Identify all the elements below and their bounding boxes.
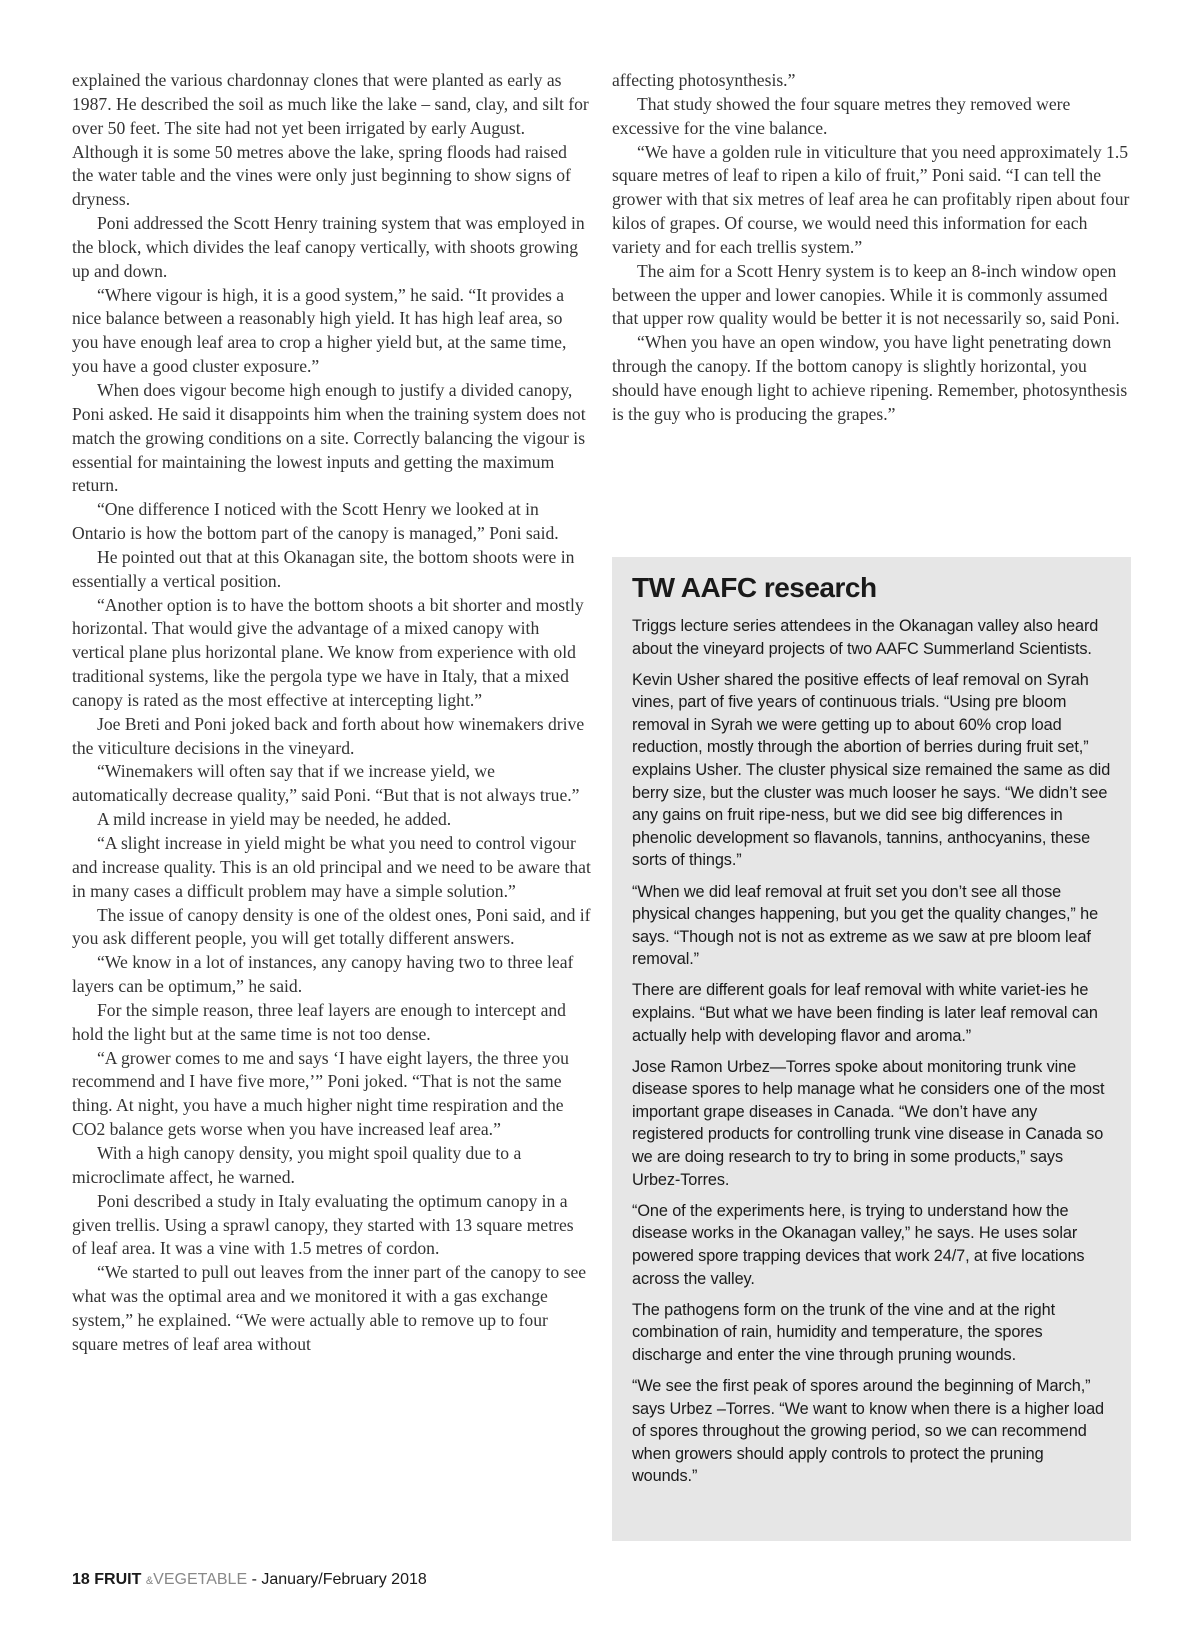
- sidebar-title: TW AAFC research: [632, 572, 877, 603]
- article-paragraph: The issue of canopy density is one of the oldest ones, Poni said, and if you ask different people, you will get totally different answers.: [72, 904, 591, 949]
- article-paragraph: With a high canopy density, you might spoil quality due to a microclimate affect, he warned.: [72, 1142, 522, 1187]
- article-paragraph: For the simple reason, three leaf layers are enough to intercept and hold the light but at the same time is not too dense.: [72, 999, 566, 1044]
- issue-date: - January/February 2018: [247, 1571, 427, 1588]
- magazine-name-vegetable: VEGETABLE: [153, 1571, 248, 1588]
- magazine-name-ampersand: &: [145, 1575, 154, 1587]
- article-paragraph: affecting photosynthesis.”: [612, 70, 796, 90]
- article-paragraph: A mild increase in yield may be needed, he added.: [97, 809, 452, 830]
- article-paragraph: The aim for a Scott Henry system is to keep an 8-inch window open between the upper and lower canopies. While it is commonly assumed that upper row quality would be better it is not necessarily so, said Poni.: [612, 260, 1120, 329]
- magazine-name-fruit: FRUIT: [94, 1571, 142, 1588]
- article-paragraph: Poni described a study in Italy evaluating the optimum canopy in a given trellis. Using a sprawl canopy, they started with 13 square metres of leaf area. It was a vine with 1.5 metres of cordon.: [72, 1190, 574, 1259]
- article-paragraph: explained the various chardonnay clones that were planted as early as 1987. He described the soil as much like the lake – sand, clay, and silt for over 50 feet. The site had not yet been irrigated by early August. Although it is some 50 metres above the lake, spring floods had raised the water table and the vines were only just beginning to show signs of dryness.: [72, 70, 589, 210]
- article-paragraph: “When you have an open window, you have light penetrating down through the canopy. If the bottom canopy is slightly horizontal, you should have enough light to achieve ripening. Remember, photosynthesis is the guy who is producing the grapes.”: [612, 332, 1128, 424]
- sidebar-paragraph: Triggs lecture series attendees in the Okanagan valley also heard about the vineyard projects of two AAFC Summerland Scientists.: [632, 617, 1099, 658]
- article-paragraph: Joe Breti and Poni joked back and forth about how winemakers drive the viticulture decisions in the vineyard.: [72, 713, 585, 758]
- sidebar-paragraph: Jose Ramon Urbez—Torres spoke about monitoring trunk vine disease spores to help manage what he considers one of the most important grape diseases in Canada. “We don’t have any registered products for controlling trunk vine disease in Canada so we are doing research to try to bring in some products,” says Urbez-Torres.: [632, 1057, 1105, 1189]
- research-sidebar-box: [612, 557, 1131, 1541]
- article-paragraph: He pointed out that at this Okanagan site, the bottom shoots were in essentially a vertical position.: [72, 546, 575, 591]
- article-paragraph: “Winemakers will often say that if we increase yield, we automatically decrease quality,” said Poni. “But that is not always true.”: [72, 761, 580, 806]
- article-paragraph: “We have a golden rule in viticulture that you need approximately 1.5 square metres of leaf to ripen a kilo of fruit,” Poni said. “I can tell the grower with that six metres of leaf area he can profitably ripen about four kilos of grapes. Of course, we would need this information for each variety and for each trellis system.”: [612, 141, 1130, 257]
- article-paragraph: When does vigour become high enough to justify a divided canopy, Poni asked. He said it disappoints him when the training system does not match the growing conditions on a site. Correctly balancing the vigour is essential for maintaining the lowest inputs and getting the maximum return.: [72, 379, 586, 496]
- sidebar-paragraph: The pathogens form on the trunk of the vine and at the right combination of rain, humidity and temperature, the spores discharge and enter the vine through pruning wounds.: [632, 1300, 1056, 1364]
- sidebar-paragraph: “We see the first peak of spores around the beginning of March,” says Urbez –Torres. “We want to know when there is a higher load of spores throughout the growing period, so we can recommend when growers should apply controls to protect the pruning wounds.”: [632, 1376, 1105, 1486]
- sidebar-paragraph: Kevin Usher shared the positive effects of leaf removal on Syrah vines, part of five years of continuous trials. “Using pre bloom removal in Syrah we were getting up to about 60% crop load reduction, mostly through the abortion of berries during fruit set,” explains Usher. The cluster physical size remained the same as did berry size, but the cluster was much looser he says. “We didn’t see any gains on fruit ripe-ness, but we did see big differences in phenolic development so flavanols, tannins, anthocyanins, these sorts of things.”: [632, 670, 1111, 870]
- article-paragraph: “One difference I noticed with the Scott Henry we looked at in Ontario is how the bottom part of the canopy is managed,” Poni said.: [72, 499, 559, 544]
- page-footer: [72, 1570, 427, 1591]
- article-paragraph: “We started to pull out leaves from the inner part of the canopy to see what was the optimal area and we monitored it with a gas exchange system,” he explained. “We were actually able to remove up to four square metres of leaf area without: [72, 1262, 587, 1354]
- article-paragraph: “Where vigour is high, it is a good system,” he said. “It provides a nice balance between a reasonably high yield. It has high leaf area, so you have enough leaf area to crop a higher yield but, at the same time, you have a good cluster exposure.”: [72, 284, 567, 377]
- article-paragraph: That study showed the four square metres they removed were excessive for the vine balance.: [612, 93, 1071, 138]
- article-paragraph: “A grower comes to me and says ‘I have eight layers, the three you recommend and I have five more,’” Poni joked. “That is not the same thing. At night, you have a much higher night time respiration and the CO2 balance gets worse when you have increased leaf area.”: [72, 1047, 569, 1140]
- article-paragraph: “Another option is to have the bottom shoots a bit shorter and mostly horizontal. That would give the advantage of a mixed canopy with vertical plane plus horizontal plane. We know from experience with old traditional systems, like the pergola type we have in Italy, that a mixed canopy is rated as the most effective at intercepting light.”: [72, 594, 584, 710]
- article-left-column: [72, 69, 592, 1357]
- sidebar-paragraph: “When we did leaf removal at fruit set you don’t see all those physical changes happening, but you get the quality changes,” he says. “Though not is not as extreme as we saw at pre bloom leaf removal.”: [632, 882, 1099, 969]
- sidebar-paragraph: There are different goals for leaf removal with white variet-ies he explains. “But what we have been finding is later leaf removal can actually help with developing flavor and aroma.”: [632, 981, 1098, 1045]
- page-number: 18: [72, 1571, 90, 1588]
- article-paragraph: Poni addressed the Scott Henry training system that was employed in the block, which divides the leaf canopy vertically, with shoots growing up and down.: [72, 213, 585, 281]
- sidebar-paragraph: “One of the experiments here, is trying to understand how the disease works in the Okanagan valley,” he says. He uses solar powered spore trapping devices that work 24/7, at five locations across the valley.: [632, 1201, 1085, 1288]
- article-right-column: [612, 69, 1134, 427]
- article-paragraph: “A slight increase in yield might be what you need to control vigour and increase quality. This is an old principal and we need to be aware that in many cases a difficult problem may have a simple solution.”: [72, 833, 591, 901]
- article-paragraph: “We know in a lot of instances, any canopy having two to three leaf layers can be optimum,” he said.: [72, 952, 574, 997]
